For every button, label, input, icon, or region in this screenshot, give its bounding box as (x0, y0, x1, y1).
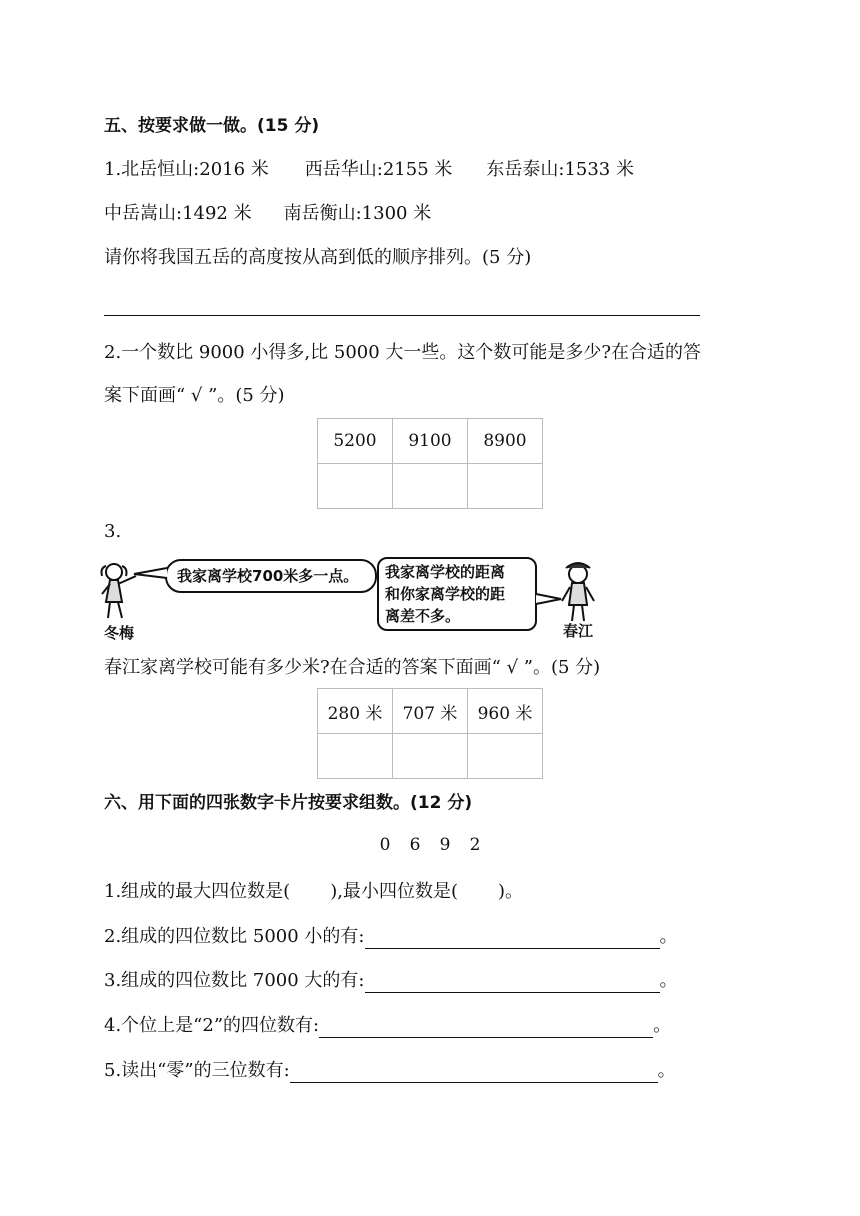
s6-q2-answer-line[interactable] (365, 928, 660, 949)
q2-text-line1: 2.一个数比 9000 小得多,比 5000 大一些。这个数可能是多少?在合适的答 (104, 342, 702, 363)
q2-option-label: 8900 (468, 419, 543, 464)
q3-check-cell[interactable] (393, 734, 468, 779)
q3-check-cell[interactable] (468, 734, 543, 779)
q1-answer-line[interactable] (104, 315, 700, 316)
name-left: 冬梅 (104, 624, 135, 642)
q1-instruction: 请你将我国五岳的高度按从高到低的顺序排列。(5 分) (104, 247, 532, 268)
bubble-tail-right (535, 592, 563, 606)
q3-number: 3. (104, 521, 122, 542)
speech-left-text: 我家离学校700米多一点。 (177, 567, 359, 585)
q2-text-line2: 案下面画“ √ ”。(5 分) (104, 385, 285, 406)
digit-card: 0 (379, 835, 391, 855)
s6-q3-answer-line[interactable] (365, 972, 660, 993)
q3-options-table (317, 688, 543, 779)
digit-card: 2 (469, 835, 481, 855)
mountain-west: 西岳华山:2155 米 (304, 159, 453, 180)
s6-q5 (104, 1059, 676, 1083)
section5-title: 五、按要求做一做。(15 分) (104, 116, 320, 136)
speech-right-line1: 我家离学校的距离 (385, 563, 506, 581)
s6-q1-text-b: ),最小四位数是( (330, 881, 458, 902)
q3-option-label: 280 米 (318, 689, 393, 734)
s6-q3 (104, 969, 678, 993)
girl-figure-icon (102, 564, 137, 618)
q3-check-cell[interactable] (318, 734, 393, 779)
name-right: 春江 (563, 622, 594, 640)
boy-figure-icon (562, 563, 594, 621)
s6-q3-end: 。 (659, 970, 678, 991)
s6-q1-text-c: )。 (497, 881, 524, 902)
mountain-central: 中岳嵩山:1492 米 (104, 203, 252, 224)
q2-option-label: 9100 (393, 419, 468, 464)
s6-q1 (104, 880, 523, 904)
digit-card: 9 (439, 835, 451, 855)
q3-option-label: 707 米 (393, 689, 468, 734)
s6-q4-answer-line[interactable] (319, 1017, 653, 1038)
digit-cards (370, 835, 490, 855)
s6-q4 (104, 1014, 671, 1038)
s6-q4-text: 4.个位上是“2”的四位数有: (104, 1015, 320, 1036)
mountain-north: 1.北岳恒山:2016 米 (104, 159, 269, 180)
bubble-tail-left (132, 566, 168, 580)
s6-q3-text: 3.组成的四位数比 7000 大的有: (104, 970, 365, 991)
mountain-heights-row1 (104, 158, 634, 182)
s6-q4-end: 。 (653, 1015, 672, 1036)
mountain-east: 东岳泰山:1533 米 (486, 159, 634, 180)
section6-title: 六、用下面的四张数字卡片按要求组数。(12 分) (104, 793, 473, 813)
speech-right-line2: 和你家离学校的距 (385, 585, 506, 603)
s6-q2-end: 。 (659, 926, 678, 947)
s6-q5-end: 。 (657, 1060, 676, 1081)
q2-check-cell[interactable] (318, 464, 393, 509)
s6-q5-answer-line[interactable] (290, 1062, 658, 1083)
q2-check-cell[interactable] (468, 464, 543, 509)
speech-right-line3: 离差不多。 (385, 607, 461, 625)
s6-q5-text: 5.读出“零”的三位数有: (104, 1060, 290, 1081)
s6-q1-text-a: 1.组成的最大四位数是( (104, 881, 291, 902)
mountain-south: 南岳衡山:1300 米 (283, 203, 432, 224)
speech-bubble-left (165, 559, 377, 593)
s6-q2-text: 2.组成的四位数比 5000 小的有: (104, 926, 365, 947)
mountain-heights-row2 (104, 202, 431, 226)
q3-question: 春江家离学校可能有多少米?在合适的答案下面画“ √ ”。(5 分) (104, 657, 601, 678)
speech-bubble-right (377, 557, 537, 631)
q3-option-label: 960 米 (468, 689, 543, 734)
q2-options-table (317, 418, 543, 509)
q2-check-cell[interactable] (393, 464, 468, 509)
digit-card: 6 (409, 835, 421, 855)
s6-q2 (104, 925, 678, 949)
q2-option-label: 5200 (318, 419, 393, 464)
